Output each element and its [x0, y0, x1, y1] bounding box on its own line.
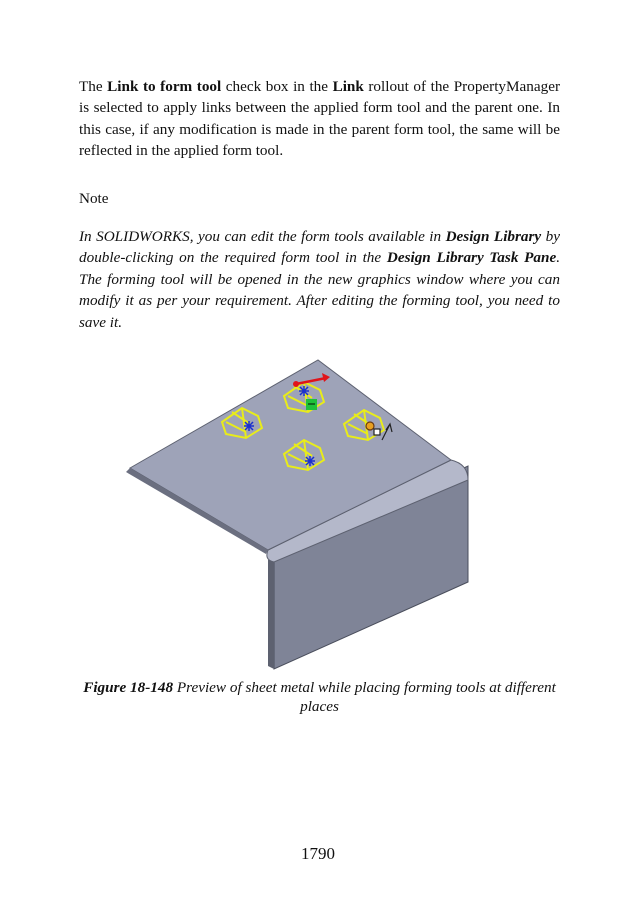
sheet-metal-figure	[118, 356, 478, 672]
text-run: In SOLIDWORKS, you can edit the form tools available in	[79, 228, 446, 245]
note-paragraph	[79, 226, 560, 333]
figure-caption	[79, 678, 560, 716]
figure-label: Figure 18-148	[83, 679, 174, 696]
bold-term-design-library-task-pane: Design Library Task Pane	[386, 249, 557, 267]
sheet-flange-edge	[268, 556, 274, 669]
text-run: . The forming tool will be opened in the new graphics window where you can modify it as per your requirement. After editing the forming tool, you need to save it.	[79, 249, 560, 331]
text-run: rollout of the PropertyManager is selected to apply links between the applied form tool and the parent one. In this case, if any modification is made in the parent form tool, the same will be reflected in the applied form tool.	[79, 78, 560, 160]
caption-text: Preview of sheet metal while placing forming tools at different places	[173, 679, 556, 715]
page-number: 1790	[301, 844, 335, 863]
bold-term-link-to-form-tool: Link to form tool	[107, 78, 222, 95]
text-run: by double-clicking on the required form tool in the	[79, 228, 560, 267]
bold-term-design-library: Design Library	[445, 228, 542, 245]
body-paragraph-link-to-form-tool	[79, 76, 560, 162]
text-run: check box in the	[221, 78, 333, 95]
bold-term-link: Link	[332, 78, 364, 95]
note-heading: Note	[79, 190, 109, 207]
text-run: The	[79, 78, 108, 95]
